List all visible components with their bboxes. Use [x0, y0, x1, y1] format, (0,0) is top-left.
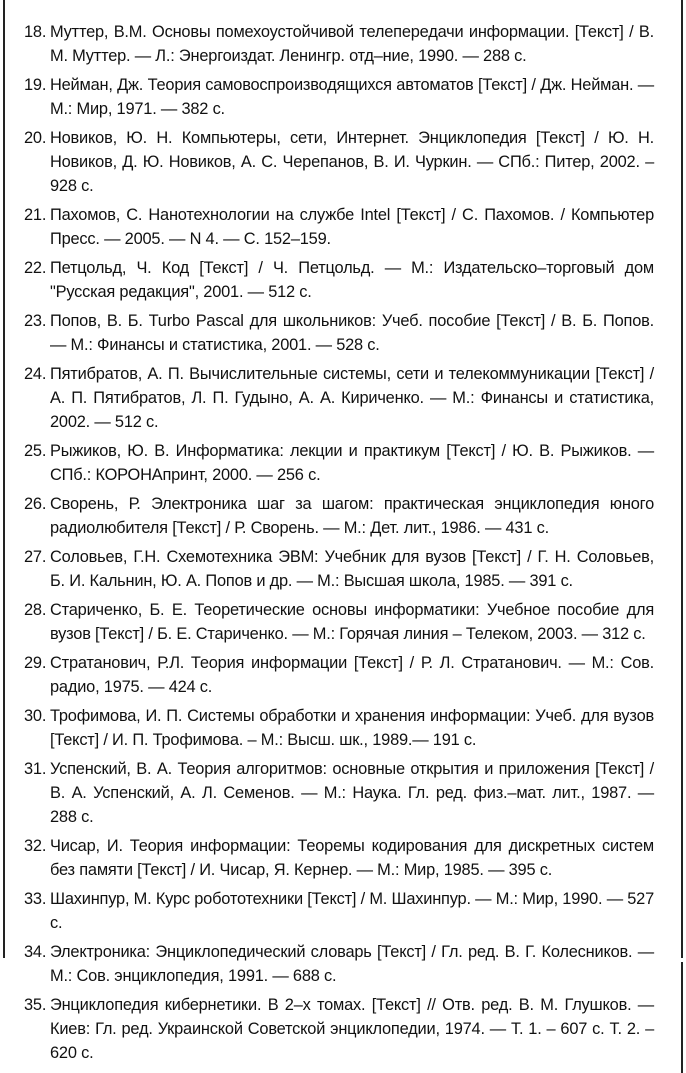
reference-text: Энциклопедия кибернетики. В 2–х томах. [Текст] // Отв. ред. В. М. Глушков. — Киев: Гл. ред. Украинской Советской энциклопедии, 1974. — Т. 1. – 607 с. Т. 2. – 620 с. [50, 996, 654, 1062]
reference-item [24, 651, 654, 699]
reference-item [24, 362, 654, 434]
reference-item [24, 704, 654, 752]
reference-text: Трофимова, И. П. Системы обработки и хранения информации: Учеб. для вузов [Текст] / И. П. Трофимова. – М.: Высш. шк., 1989.— 191 с. [50, 707, 654, 749]
reference-item [24, 757, 654, 829]
reference-number: 26. [24, 495, 47, 513]
reference-item [24, 834, 654, 882]
reference-text: Попов, В. Б. Turbo Pascal для школьников: Учеб. пособие [Текст] / В. Б. Попов. — М.: Финансы и статистика, 2001. — 528 с. [50, 312, 654, 354]
reference-text: Сворень, Р. Электроника шаг за шагом: практическая энциклопедия юного радиолюбителя [Текст] / Р. Сворень. — М.: Дет. лит., 1986. — 431 с. [50, 495, 654, 537]
reference-number: 25. [24, 442, 47, 460]
reference-item [24, 545, 654, 593]
page-border-left [3, 0, 5, 960]
reference-number: 29. [24, 654, 47, 672]
reference-item [24, 309, 654, 357]
reference-text: Пахомов, С. Нанотехнологии на службе Intel [Текст] / С. Пахомов. / Компьютер Пресс. — 2005. — N 4. — С. 152–159. [50, 206, 654, 248]
reference-item [24, 439, 654, 487]
reference-text: Пятибратов, А. П. Вычислительные системы, сети и телекоммуникации [Текст] / А. П. Пятибратов, Л. П. Гудыно, А. А. Кириченко. — М.: Финансы и статистика, 2002. — 512 с. [50, 365, 654, 431]
reference-text: Нейман, Дж. Теория самовоспроизводящихся автоматов [Текст] / Дж. Нейман. — М.: Мир, 1971. — 382 с. [50, 76, 654, 118]
reference-number: 34. [24, 943, 47, 961]
reference-text: Успенский, В. А. Теория алгоритмов: основные открытия и приложения [Текст] / В. А. Успенский, А. Л. Семенов. — М.: Наука. Гл. ред. физ.–мат. лит., 1987. — 288 с. [50, 760, 654, 826]
reference-number: 20. [24, 129, 47, 147]
reference-text: Стариченко, Б. Е. Теоретические основы информатики: Учебное пособие для вузов [Текст] / Б. Е. Стариченко. — М.: Горячая линия – Телеком, 2003. — 312 с. [50, 601, 654, 643]
reference-text: Чисар, И. Теория информации: Теоремы кодирования для дискретных систем без памяти [Текст] / И. Чисар, Я. Кернер. — М.: Мир, 1985. — 395 с. [50, 837, 654, 879]
reference-item [24, 126, 654, 198]
reference-number: 22. [24, 259, 47, 277]
reference-item [24, 993, 654, 1065]
reference-number: 18. [24, 23, 47, 41]
reference-number: 21. [24, 206, 47, 224]
reference-number: 19. [24, 76, 47, 94]
reference-item [24, 20, 654, 68]
reference-text: Электроника: Энциклопедический словарь [Текст] / Гл. ред. В. Г. Колесников. — М.: Сов. энциклопедия, 1991. — 688 с. [50, 943, 654, 985]
reference-number: 35. [24, 996, 47, 1014]
reference-text: Рыжиков, Ю. В. Информатика: лекции и практикум [Текст] / Ю. В. Рыжиков. — СПб.: КОРОНАпринт, 2000. — 256 с. [50, 442, 654, 484]
reference-item [24, 887, 654, 935]
reference-item [24, 73, 654, 121]
reference-number: 24. [24, 365, 47, 383]
reference-text: Шахинпур, М. Курс робототехники [Текст] / М. Шахинпур. — М.: Мир, 1990. — 527 с. [50, 890, 654, 932]
reference-list [24, 20, 654, 1070]
reference-number: 27. [24, 548, 47, 566]
reference-item [24, 598, 654, 646]
reference-number: 23. [24, 312, 47, 330]
reference-number: 32. [24, 837, 47, 855]
reference-text: Новиков, Ю. Н. Компьютеры, сети, Интернет. Энциклопедия [Текст] / Ю. Н. Новиков, Д. Ю. Новиков, А. С. Черепанов, В. И. Чуркин. — СПб.: Питер, 2002. – 928 с. [50, 129, 654, 195]
reference-item [24, 203, 654, 251]
reference-item [24, 492, 654, 540]
reference-item [24, 256, 654, 304]
reference-text: Муттер, В.М. Основы помехоустойчивой телепередачи информации. [Текст] / В. М. Муттер. — Л.: Энергоиздат. Ленингр. отд–ние, 1990. — 288 с. [50, 23, 654, 65]
reference-number: 28. [24, 601, 47, 619]
page-border-right-lower [681, 962, 683, 1073]
reference-item [24, 940, 654, 988]
reference-text: Соловьев, Г.Н. Схемотехника ЭВМ: Учебник для вузов [Текст] / Г. Н. Соловьев, Б. И. Кальнин, Ю. А. Попов и др. — М.: Высшая школа, 1985. — 391 с. [50, 548, 654, 590]
reference-number: 31. [24, 760, 47, 778]
reference-number: 30. [24, 707, 47, 725]
reference-text: Петцольд, Ч. Код [Текст] / Ч. Петцольд. — М.: Издательско–торговый дом "Русская редакция", 2001. — 512 с. [50, 259, 654, 301]
reference-text: Стратанович, Р.Л. Теория информации [Текст] / Р. Л. Стратанович. — М.: Сов. радио, 1975. — 424 с. [50, 654, 654, 696]
page-border-right [681, 0, 683, 960]
reference-number: 33. [24, 890, 47, 908]
